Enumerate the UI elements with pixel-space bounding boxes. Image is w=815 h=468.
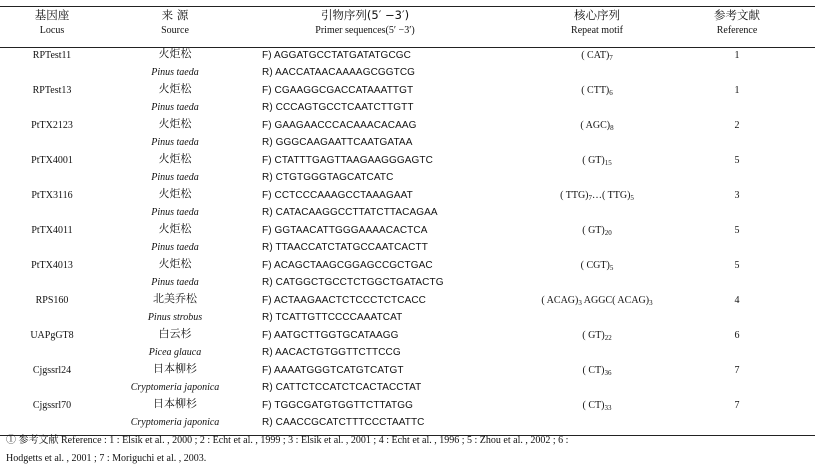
motif-cell bbox=[512, 224, 682, 240]
locus-cell: PtTX4011 bbox=[31, 225, 73, 236]
source-en-cell: Pinus taeda bbox=[151, 242, 199, 253]
motif-text: ( GT) bbox=[582, 225, 605, 236]
footnote-line-2: Hodgetts et al. , 2001 ; 7 : Moriguchi et al. , 2003. bbox=[6, 453, 207, 464]
header-motif-zh: 核心序列 bbox=[574, 8, 620, 22]
motif-repeat-count: 3 bbox=[649, 299, 653, 307]
motif-cell bbox=[512, 119, 682, 135]
primer-forward-cell: F) AAAATGGGTCATGTCATGT bbox=[262, 365, 404, 376]
motif-repeat-count: 20 bbox=[604, 229, 612, 237]
header-primer-zh: 引物序列(5′ −3′) bbox=[320, 8, 410, 22]
source-zh-cell: 火炬松 bbox=[158, 117, 192, 130]
motif-repeat-count: 3 bbox=[578, 299, 582, 307]
source-zh-cell: 火炬松 bbox=[158, 222, 192, 235]
reference-cell: 3 bbox=[734, 190, 740, 201]
motif-text: ( CT) bbox=[582, 365, 605, 376]
source-en-cell: Pinus taeda bbox=[151, 207, 199, 218]
reference-cell: 5 bbox=[734, 260, 740, 271]
primer-forward-cell: F) CTATTTGAGTTAAGAAGGGAGTC bbox=[262, 155, 433, 166]
primer-forward-cell: F) GGTAACATTGGGAAAACACTCA bbox=[262, 225, 428, 236]
source-zh-cell: 日本柳杉 bbox=[153, 362, 197, 375]
motif-text: ( GT) bbox=[582, 155, 605, 166]
motif-cell bbox=[512, 154, 682, 170]
header-source-zh: 来 源 bbox=[161, 8, 189, 22]
source-zh-cell: 北美乔松 bbox=[153, 292, 197, 305]
motif-text: ( TTG) bbox=[560, 190, 589, 201]
table-top-rule bbox=[0, 6, 815, 7]
motif-cell bbox=[512, 364, 682, 380]
reference-cell: 7 bbox=[734, 400, 740, 411]
source-zh-cell: 日本柳杉 bbox=[153, 397, 197, 410]
motif-cell bbox=[512, 84, 682, 100]
primer-reverse-cell: R) CAACCGCATCTTTCCCTAATTC bbox=[262, 417, 425, 428]
header-reference bbox=[697, 8, 777, 38]
source-en-cell: Pinus taeda bbox=[151, 137, 199, 148]
reference-cell: 2 bbox=[734, 120, 740, 131]
source-zh-cell: 火炬松 bbox=[158, 152, 192, 165]
header-source-en: Source bbox=[161, 25, 189, 36]
source-en-cell: Pinus strobus bbox=[147, 312, 203, 323]
motif-cell bbox=[512, 189, 682, 205]
locus-cell: Cjgssrl70 bbox=[32, 400, 72, 411]
motif-text: ( CGT) bbox=[580, 260, 610, 271]
locus-cell: RPS160 bbox=[35, 295, 69, 306]
primer-reverse-cell: R) CCCAGTGCCTCAATCTTGTT bbox=[262, 102, 414, 113]
motif-repeat-count: 36 bbox=[604, 369, 612, 377]
reference-cell: 1 bbox=[734, 50, 740, 61]
reference-cell: 5 bbox=[734, 225, 740, 236]
locus-cell: Cjgssrl24 bbox=[32, 365, 72, 376]
motif-text: ( CT) bbox=[582, 400, 605, 411]
header-primer bbox=[270, 8, 460, 38]
motif-cell bbox=[512, 399, 682, 415]
primer-forward-cell: F) CCTCCCAAAGCCTAAAGAAT bbox=[262, 190, 413, 201]
motif-repeat-count: 6 bbox=[609, 89, 613, 97]
source-en-cell: Pinus taeda bbox=[151, 67, 199, 78]
motif-text: ( CTT) bbox=[581, 85, 610, 96]
motif-text: ( CAT) bbox=[581, 50, 610, 61]
primer-reverse-cell: R) AACCATAACAAAAGCGGTCG bbox=[262, 67, 416, 78]
motif-cell bbox=[512, 49, 682, 65]
primer-forward-cell: F) AGGATGCCTATGATATGCGC bbox=[262, 50, 411, 61]
primer-forward-cell: F) TGGCGATGTGGTTCTTATGG bbox=[262, 400, 413, 411]
motif-text: ( GT) bbox=[582, 330, 605, 341]
primer-reverse-cell: R) AACACTGTGGTTCTTCCG bbox=[262, 347, 401, 358]
header-source bbox=[115, 8, 235, 38]
reference-cell: 5 bbox=[734, 155, 740, 166]
locus-cell: UAPgGT8 bbox=[30, 330, 74, 341]
motif-repeat-count: 22 bbox=[604, 334, 612, 342]
header-locus-zh: 基因座 bbox=[34, 8, 70, 22]
reference-cell: 6 bbox=[734, 330, 740, 341]
header-reference-en: Reference bbox=[716, 25, 758, 36]
locus-cell: PtTX2123 bbox=[31, 120, 73, 131]
motif-cell bbox=[512, 329, 682, 345]
locus-cell: RPTest11 bbox=[32, 50, 72, 61]
header-primer-en: Primer sequences(5′ −3′) bbox=[315, 25, 415, 36]
source-zh-cell: 火炬松 bbox=[158, 82, 192, 95]
primer-reverse-cell: R) CATACAAGGCCTTATCTTACAGAA bbox=[262, 207, 438, 218]
source-en-cell: Picea glauca bbox=[148, 347, 202, 358]
motif-repeat-count: 5 bbox=[609, 264, 614, 272]
footnote-line-1: ① 参考文献 Reference : 1 : Elsik et al. , 2000 ; 2 : Echt et al. , 1999 ; 3 : Elsik et al. , 2001 ; 4 : Echt et al. , 1996 ; 5 : Zhou et al. , 2002 ; 6 : bbox=[6, 435, 569, 446]
motif-repeat-count: 5 bbox=[630, 194, 634, 202]
source-en-cell: Cryptomeria japonica bbox=[130, 417, 220, 428]
header-locus-en: Locus bbox=[39, 25, 65, 36]
primer-forward-cell: F) GAAGAACCCACAAACACAAG bbox=[262, 120, 417, 131]
motif-text: ( AGC) bbox=[580, 120, 611, 131]
source-zh-cell: 白云杉 bbox=[158, 327, 192, 340]
source-zh-cell: 火炬松 bbox=[158, 257, 192, 270]
primer-reverse-cell: R) GGGCAAGAATTCAATGATAA bbox=[262, 137, 413, 148]
motif-text: ( ACAG) bbox=[541, 295, 579, 306]
source-zh-cell: 火炬松 bbox=[158, 187, 192, 200]
header-motif-en: Repeat motif bbox=[571, 25, 623, 36]
locus-cell: PtTX4001 bbox=[31, 155, 73, 166]
source-en-cell: Pinus taeda bbox=[151, 172, 199, 183]
header-reference-zh: 参考文献 bbox=[714, 8, 760, 22]
locus-cell: RPTest13 bbox=[32, 85, 72, 96]
primer-forward-cell: F) ACTAAGAACTCTCCCTCTCACC bbox=[262, 295, 426, 306]
locus-cell: PtTX3116 bbox=[31, 190, 73, 201]
header-motif bbox=[512, 8, 682, 38]
primer-forward-cell: F) CGAAGGCGACCATAAATTGT bbox=[262, 85, 414, 96]
motif-text: AGGC( ACAG) bbox=[581, 295, 650, 306]
primer-reverse-cell: R) TTAACCATCTATGCCAATCACTT bbox=[262, 242, 428, 253]
motif-repeat-count: 7 bbox=[588, 194, 592, 202]
primer-reverse-cell: R) CTGTGGGTAGCATCATC bbox=[262, 172, 394, 183]
motif-repeat-count: 8 bbox=[610, 124, 614, 132]
motif-cell bbox=[512, 294, 682, 310]
reference-cell: 7 bbox=[734, 365, 740, 376]
reference-cell: 4 bbox=[734, 295, 740, 306]
source-en-cell: Pinus taeda bbox=[151, 102, 199, 113]
reference-cell: 1 bbox=[734, 85, 740, 96]
source-en-cell: Pinus taeda bbox=[151, 277, 199, 288]
source-en-cell: Cryptomeria japonica bbox=[130, 382, 220, 393]
primer-forward-cell: F) AATGCTTGGTGCATAAGG bbox=[262, 330, 399, 341]
primer-reverse-cell: R) TCATTGTTCCCCAAATCAT bbox=[262, 312, 403, 323]
motif-cell bbox=[512, 259, 682, 275]
header-locus bbox=[12, 8, 92, 38]
motif-repeat-count: 15 bbox=[604, 159, 612, 167]
motif-repeat-count: 7 bbox=[609, 54, 613, 62]
primer-reverse-cell: R) CATTCTCCATCTCACTACCTAT bbox=[262, 382, 422, 393]
primer-forward-cell: F) ACAGCTAAGCGGAGCCGCTGAC bbox=[262, 260, 433, 271]
source-zh-cell: 火炬松 bbox=[158, 47, 192, 60]
motif-text: …( TTG) bbox=[592, 190, 631, 201]
locus-cell: PtTX4013 bbox=[31, 260, 73, 271]
primer-reverse-cell: R) CATGGCTGCCTCTGGCTGATACTG bbox=[262, 277, 444, 288]
motif-repeat-count: 33 bbox=[604, 404, 612, 412]
